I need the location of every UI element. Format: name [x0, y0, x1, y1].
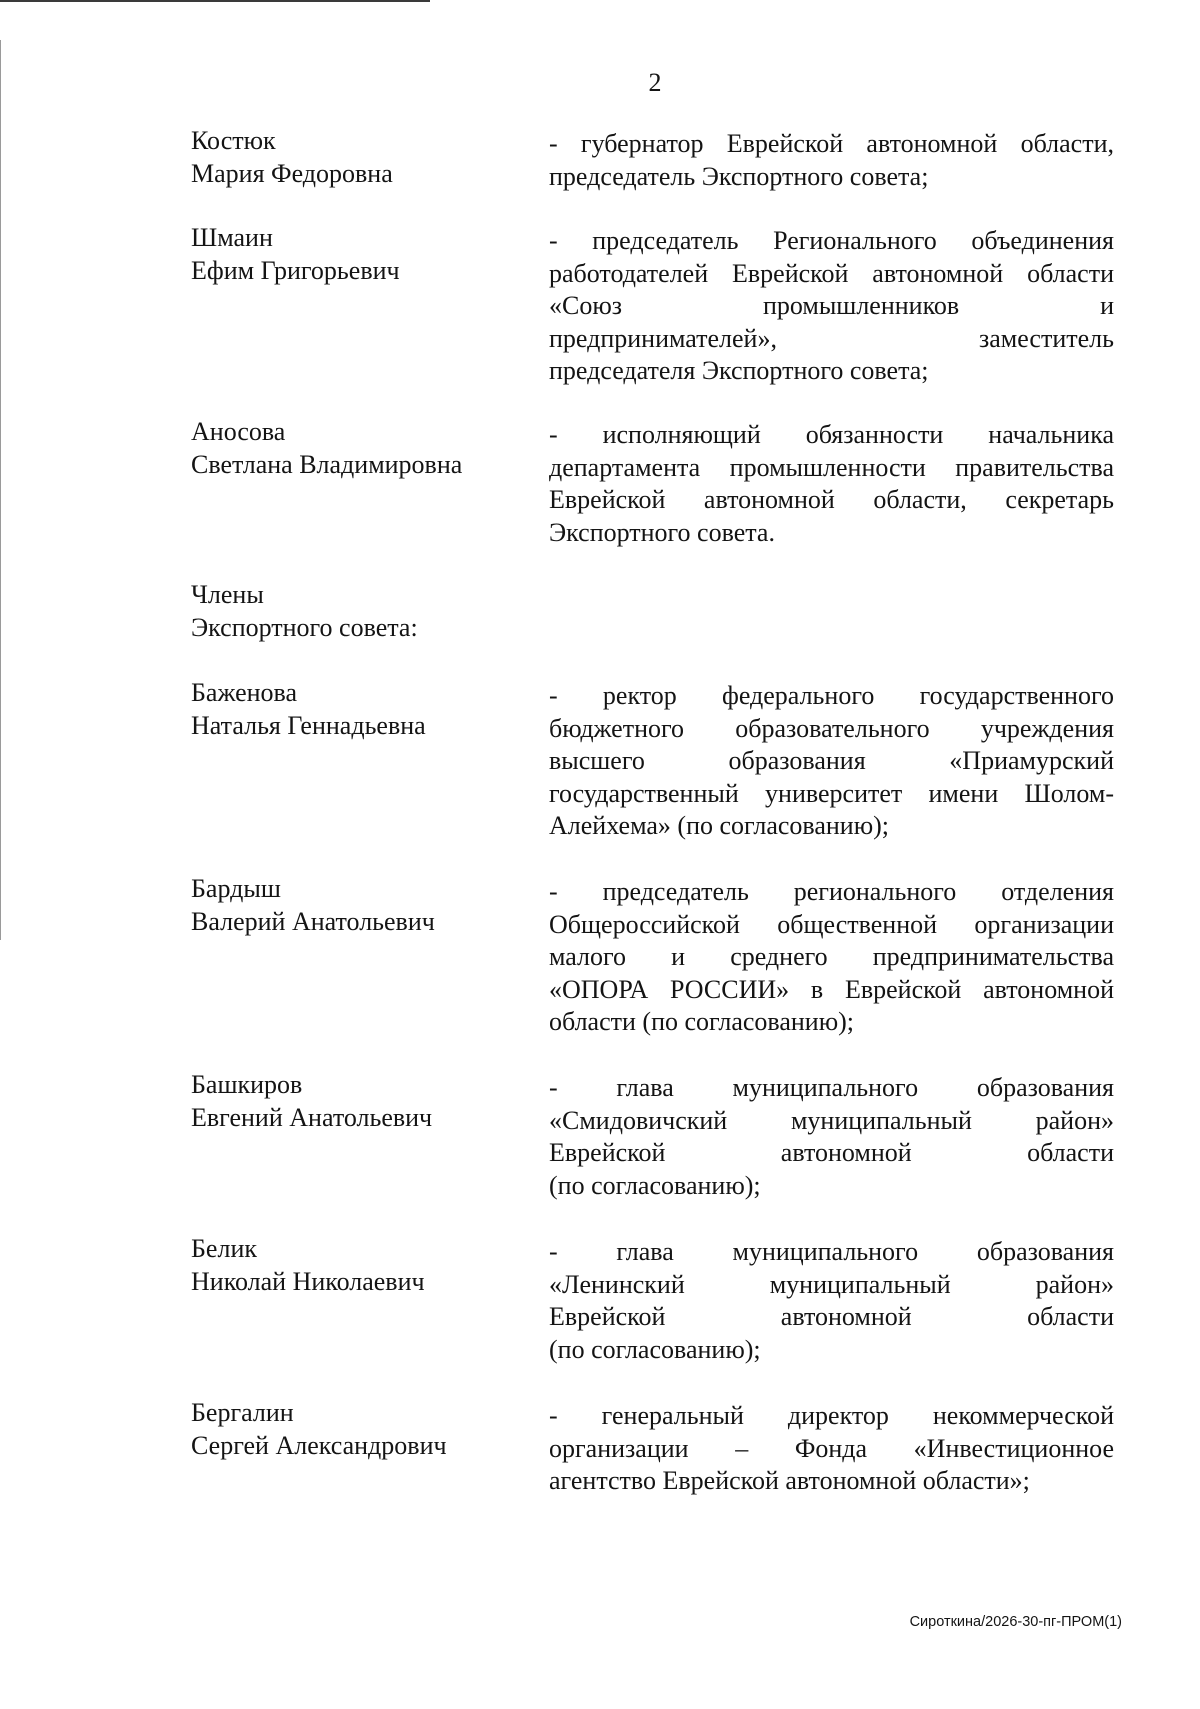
entry-description — [549, 876, 1114, 1039]
desc-line: председатель Экспортного совета; — [549, 161, 929, 191]
entry-given-names: Евгений Анатольевич — [191, 1102, 433, 1132]
scan-edge-left — [0, 40, 1, 940]
desc-line: Алейхема» (по согласованию); — [549, 811, 890, 840]
entry-given-names: Николай Николаевич — [191, 1266, 425, 1296]
desc-line: председателя Экспортного совета; — [549, 356, 929, 385]
entry-description — [549, 1400, 1114, 1498]
desc-line: бюджетного образовательного учреждения — [549, 713, 1114, 743]
desc-line: (по согласованию); — [549, 1170, 761, 1200]
entry-name — [191, 1397, 521, 1462]
desc-line: (по согласованию); — [549, 1334, 761, 1364]
entry-description — [549, 128, 1114, 193]
desc-line: - исполняющий обязанности начальника — [549, 420, 1114, 449]
entry-description — [549, 1236, 1114, 1366]
desc-line: работодателей Еврейской автономной области — [549, 258, 1114, 288]
document-footer-code: Сироткина/2026-30-пг-ПРОМ(1) — [909, 1614, 1122, 1630]
members-heading-line: Члены — [191, 580, 264, 609]
desc-line: «Союз промышленников и — [549, 291, 1114, 320]
desc-line: - председатель регионального отделения — [549, 877, 1114, 906]
entry-given-names: Наталья Геннадьевна — [191, 710, 426, 740]
entry-surname: Баженова — [191, 678, 298, 707]
entry-description — [549, 225, 1114, 388]
desc-line: «Ленинский муниципальный район» — [549, 1269, 1114, 1299]
entry-surname: Башкиров — [191, 1070, 303, 1099]
entry-name — [191, 222, 521, 287]
desc-line: - глава муниципального образования — [549, 1237, 1114, 1266]
entry-given-names: Мария Федоровна — [191, 158, 393, 188]
entry-given-names: Сергей Александрович — [191, 1430, 447, 1460]
members-heading-line: Экспортного совета: — [191, 612, 418, 642]
scan-edge-top — [0, 0, 430, 2]
entry-description — [549, 680, 1114, 843]
desc-line: департамента промышленности правительства — [549, 452, 1114, 482]
desc-line: области (по согласованию); — [549, 1007, 855, 1036]
desc-line: «ОПОРА РОССИИ» в Еврейской автономной — [549, 974, 1114, 1004]
entry-name — [191, 873, 521, 938]
entry-description — [549, 1072, 1114, 1202]
desc-line: государственный университет имени Шолом- — [549, 778, 1114, 808]
desc-line: Еврейской автономной области — [549, 1302, 1114, 1331]
desc-line: Экспортного совета. — [549, 517, 775, 547]
entry-description — [549, 419, 1114, 549]
desc-line: - генеральный директор некоммерческой — [549, 1401, 1114, 1430]
desc-line: предпринимателей», заместитель — [549, 323, 1114, 353]
entry-surname: Костюк — [191, 126, 276, 155]
entry-name — [191, 1069, 521, 1134]
desc-line: Еврейской автономной области — [549, 1138, 1114, 1167]
desc-line: организации – Фонда «Инвестиционное — [549, 1433, 1114, 1463]
desc-line: высшего образования «Приамурский — [549, 746, 1114, 775]
desc-line: - председатель Регионального объединения — [549, 226, 1114, 255]
entry-name — [191, 125, 521, 190]
entry-surname: Аносова — [191, 417, 286, 446]
page-number: 2 — [648, 68, 662, 97]
entry-surname: Бергалин — [191, 1398, 294, 1427]
desc-line: малого и среднего предпринимательства — [549, 942, 1114, 971]
entry-name — [191, 416, 521, 481]
members-heading — [191, 579, 521, 644]
desc-line: - глава муниципального образования — [549, 1073, 1114, 1102]
desc-line: Еврейской автономной области, секретарь — [549, 485, 1114, 514]
desc-line: - губернатор Еврейской автономной области, — [549, 129, 1114, 158]
desc-line: Общероссийской общественной организации — [549, 909, 1114, 939]
desc-line: агентство Еврейской автономной области»; — [549, 1466, 1030, 1495]
entry-surname: Белик — [191, 1234, 257, 1263]
entry-given-names: Светлана Владимировна — [191, 449, 463, 479]
desc-line: - ректор федерального государственного — [549, 681, 1114, 710]
desc-line: «Смидовичский муниципальный район» — [549, 1105, 1114, 1135]
entry-given-names: Ефим Григорьевич — [191, 255, 400, 285]
entry-name — [191, 1233, 521, 1298]
entry-given-names: Валерий Анатольевич — [191, 906, 435, 936]
entry-surname: Шмаин — [191, 223, 273, 252]
entry-surname: Бардыш — [191, 874, 281, 903]
entry-name — [191, 677, 521, 742]
